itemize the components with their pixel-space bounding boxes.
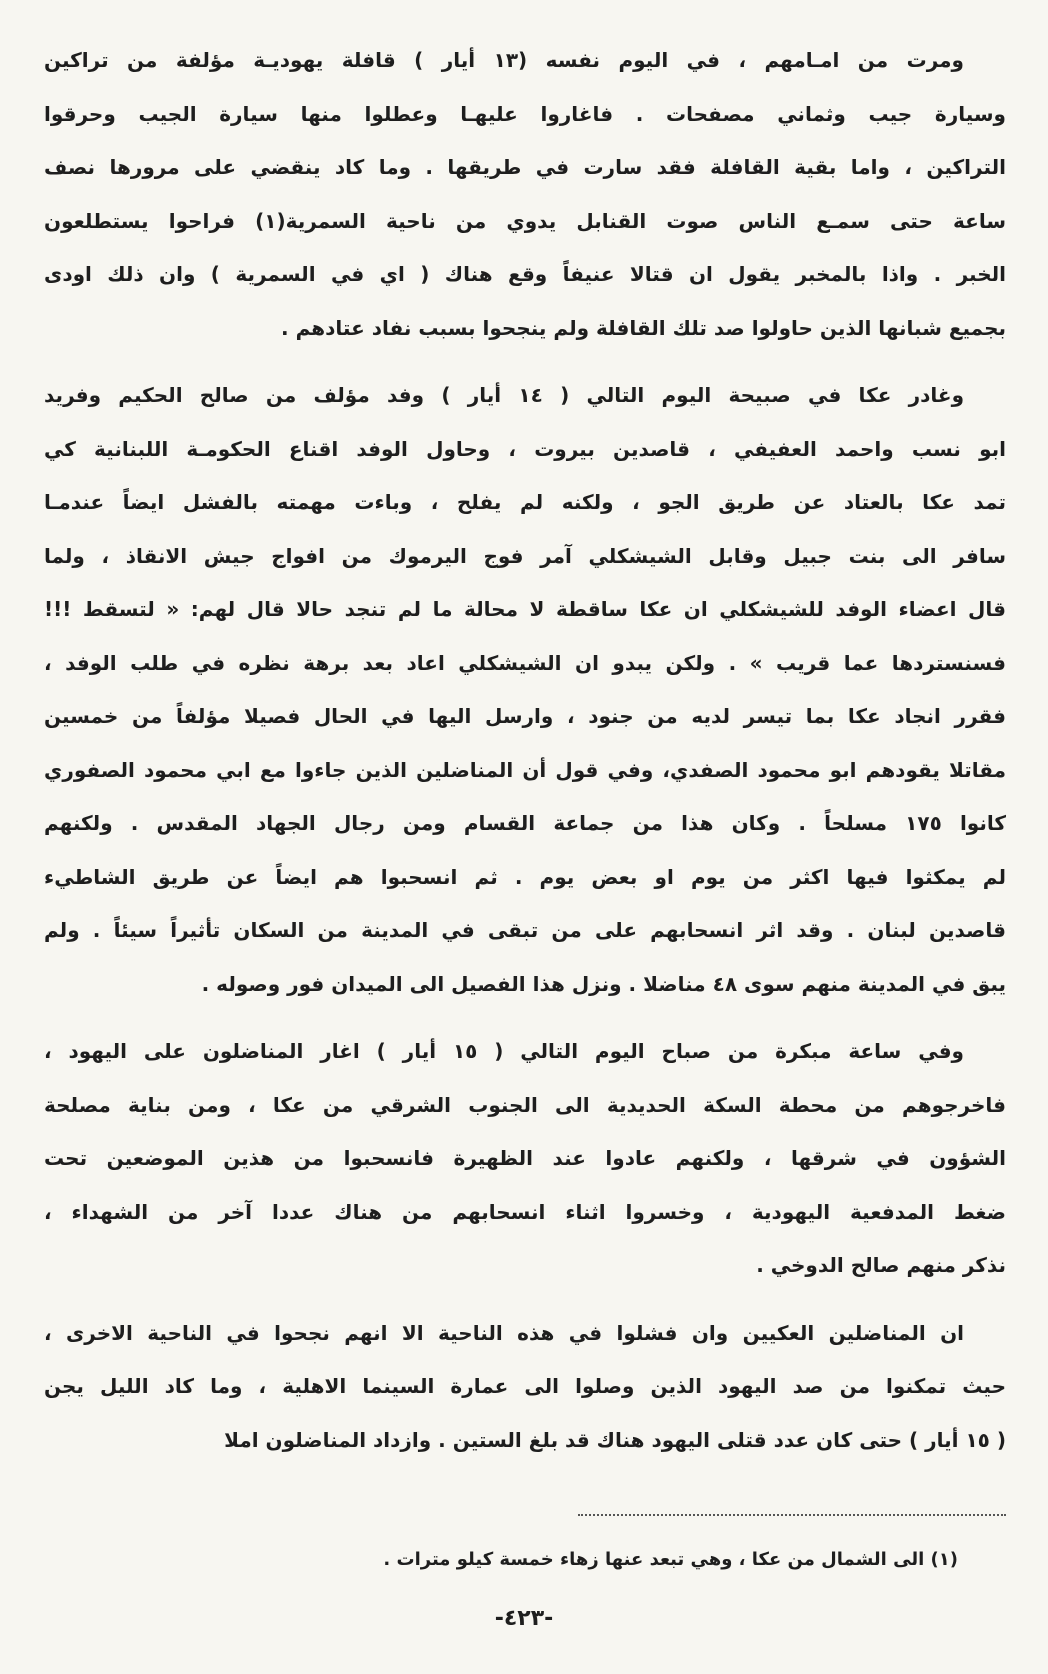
footnote: (١) الى الشمال من عكا ، وهي تبعد عنها زهاء خمسة كيلو مترات .	[383, 1549, 958, 1570]
text-line: ( ١٥ أيار ) حتى كان عدد قتلى اليهود هناك قد بلغ الستين . وازداد المناضلون املا	[224, 1427, 1006, 1452]
text-line: ومرت من امـامهم ، في اليوم نفسه (١٣ أيار ) قافلة يهوديـة مؤلفة من تراكين	[44, 48, 964, 72]
text-line: فسنستردها عما قريب » . ولكن يبدو ان الشيشكلي اعاد بعد برهة نظره في طلب الوفد ،	[44, 650, 1006, 675]
text-line: بجميع شبانها الذين حاولوا صد تلك القافلة ولم ينجحوا بسبب نفاد عتادهم .	[281, 315, 1006, 340]
page-body	[44, 34, 1006, 1467]
paragraph	[44, 1307, 1006, 1468]
text-line: حيث تمكنوا من صد اليهود الذين وصلوا الى عمارة السينما الاهلية ، وما كاد الليل يجن	[44, 1374, 1006, 1398]
paragraph	[44, 34, 1006, 355]
paragraph	[44, 1025, 1006, 1293]
text-line: لم يمكثوا فيها اكثر من يوم او بعض يوم . ثم انسحبوا هم ايضاً عن طريق الشاطيء	[44, 864, 1006, 889]
text-line: نذكر منهم صالح الدوخي .	[756, 1253, 1006, 1277]
text-line: ابو نسب واحمد العفيفي ، قاصدين بيروت ، وحاول الوفد اقناع الحكومـة اللبنانية كي	[44, 436, 1006, 461]
text-line: سافر الى بنت جبيل وقابل الشيشكلي آمر فوج اليرموك من افواج جيش الانقاذ ، ولما	[44, 543, 1006, 568]
text-line: وسيارة جيب وثماني مصفحات . فاغاروا عليهـا وعطلوا منها سيارة الجيب وحرقوا	[44, 101, 1006, 126]
text-line: الشؤون في شرقها ، ولكنهم عادوا عند الظهيرة فانسحبوا من هذين الموضعين تحت	[44, 1146, 1006, 1170]
text-line: وفي ساعة مبكرة من صباح اليوم التالي ( ١٥ أيار ) اغار المناضلون على اليهود ،	[44, 1039, 964, 1063]
text-line: التراكين ، واما بقية القافلة فقد سارت في طريقها . وما كاد ينقضي على مرورها نصف	[44, 155, 1006, 179]
text-line: ساعة حتى سمـع الناس صوت القنابل يدوي من ناحية السمرية(١) فراحوا يستطلعون	[44, 208, 1006, 233]
paragraph	[44, 369, 1006, 1011]
text-line: فقرر انجاد عكا بما تيسر لديه من جنود ، وارسل اليها في الحال فصيلا مؤلفاً من خمسين	[44, 704, 1006, 728]
text-line: يبق في المدينة منهم سوى ٤٨ مناضلا . ونزل هذا الفصيل الى الميدان فور وصوله .	[201, 971, 1006, 996]
text-line: فاخرجوهم من محطة السكة الحديدية الى الجنوب الشرقي من عكا ، ومن بناية مصلحة	[44, 1092, 1006, 1117]
page-number: -٤٢٣-	[494, 1606, 554, 1631]
text-line: وغادر عكا في صبيحة اليوم التالي ( ١٤ أيار ) وفد مؤلف من صالح الحكيم وفريد	[44, 383, 964, 407]
text-line: ضغط المدفعية اليهودية ، وخسروا اثناء انسحابهم من هناك عددا آخر من الشهداء ،	[44, 1199, 1006, 1224]
text-line: ان المناضلين العكيين وان فشلوا في هذه الناحية الا انهم نجحوا في الناحية الاخرى ،	[44, 1320, 964, 1345]
text-line: مقاتلا يقودهم ابو محمود الصفدي، وفي قول أن المناضلين الذين جاءوا مع ابي محمود الصفوري	[44, 757, 1006, 782]
text-line: الخبر . واذا بالمخبر يقول ان قتالا عنيفاً وقع هناك ( اي في السمرية ) وان ذلك اودى	[44, 262, 1006, 286]
text-line: كانوا ١٧٥ مسلحاً . وكان هذا من جماعة القسام ومن رجال الجهاد المقدس . ولكنهم	[44, 811, 1006, 835]
text-line: تمد عكا بالعتاد عن طريق الجو ، ولكنه لم يفلح ، وباءت مهمته بالفشل ايضاً عندمـا	[44, 490, 1006, 514]
text-line: قال اعضاء الوفد للشيشكلي ان عكا ساقطة لا محالة ما لم تنجد حالا قال لهم: « لتسقط !!!	[44, 597, 1006, 621]
text-line: قاصدين لبنان . وقد اثر انسحابهم على من تبقى في المدينة من السكان تأثيراً سيئاً . ولم	[44, 918, 1006, 942]
footnote-divider	[578, 1514, 1006, 1516]
